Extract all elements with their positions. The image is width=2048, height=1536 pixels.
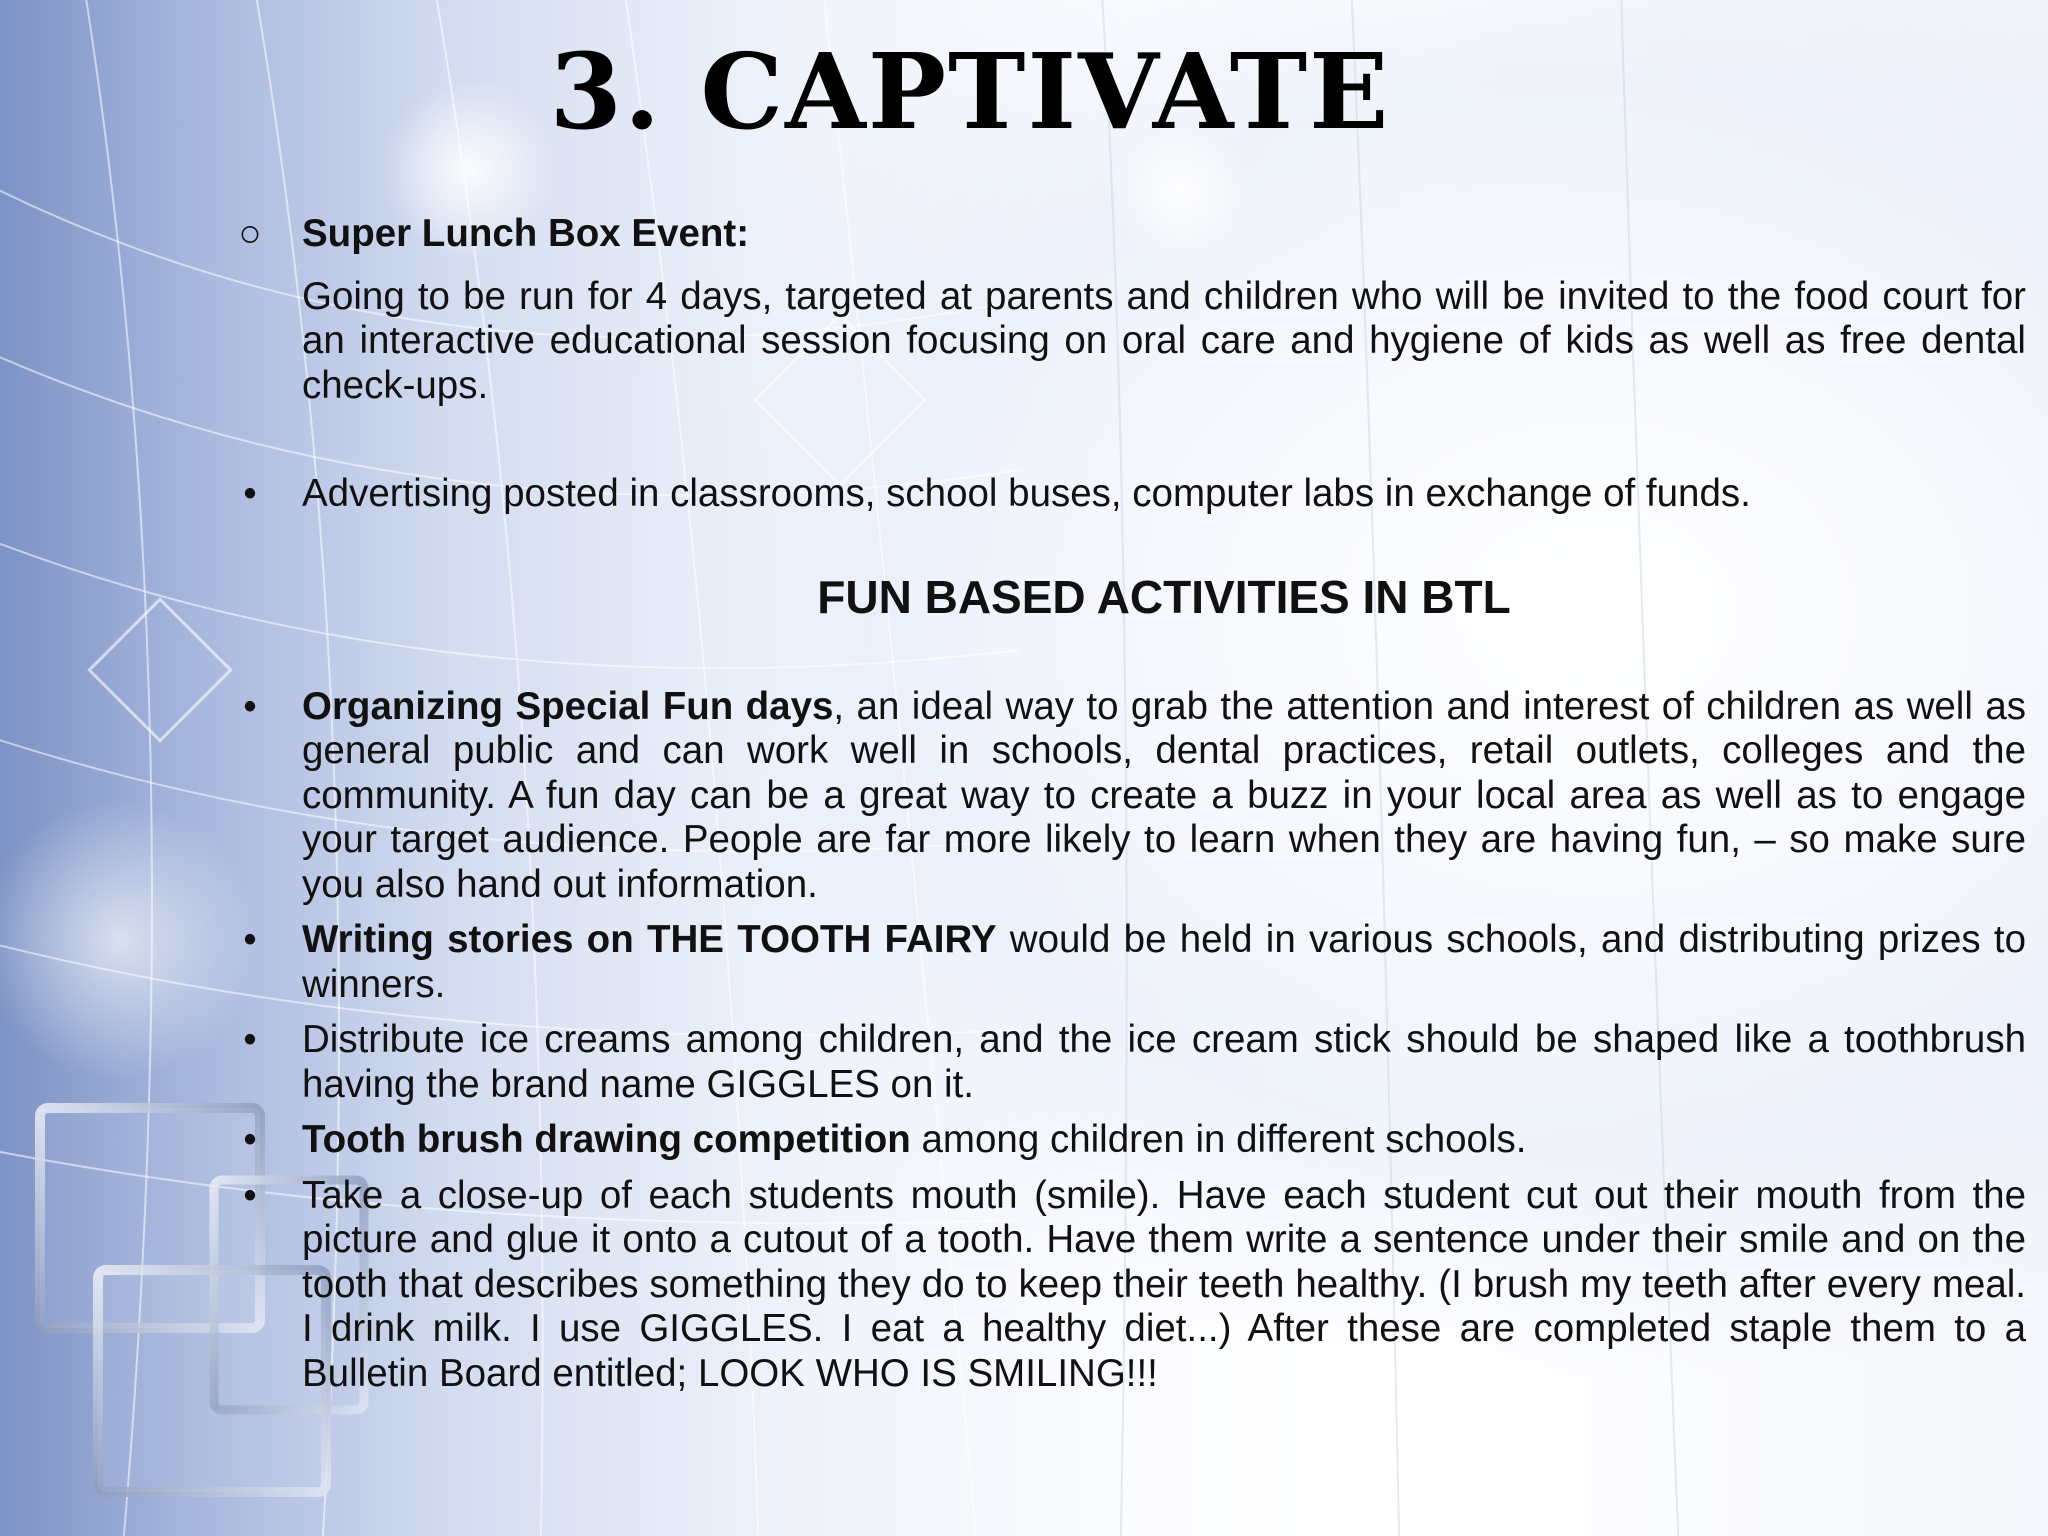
- bullet-icon: •: [243, 1018, 257, 1061]
- activity-item: [230, 685, 2026, 908]
- activity-bold-text: Tooth brush drawing competition: [302, 1118, 911, 1161]
- bullet-icon: •: [243, 472, 257, 515]
- lunch-box-event-description: Going to be run for 4 days, targeted at parents and children who will be invited to the food court for an interactive educational session focusing on oral care and hygiene of kids as well as free dental check-ups.: [302, 274, 2026, 407]
- slide-title: 3. CAPTIVATE: [549, 30, 1391, 153]
- activity-bold-text: Organizing Special Fun days: [302, 684, 834, 728]
- advertising-text: Advertising posted in classrooms, school buses, computer labs in exchange of funds.: [302, 472, 1751, 515]
- activity-item: [230, 1018, 2026, 1107]
- activity-item: [230, 1174, 2026, 1397]
- section-heading: FUN BASED ACTIVITIES IN BTL: [817, 570, 1511, 623]
- advertising-item: [230, 472, 2026, 517]
- activity-item: [230, 918, 2026, 1007]
- slide-content: [230, 212, 2026, 1396]
- lunch-box-event-label: Super Lunch Box Event:: [302, 212, 750, 255]
- hollow-bullet-icon: ○: [238, 212, 262, 255]
- activity-text: would be held in various schools, and distributing prizes to winners.: [302, 918, 2026, 1006]
- activity-text: among children in different schools.: [910, 1118, 1527, 1161]
- bullet-icon: •: [243, 684, 257, 728]
- bullet-icon: •: [243, 918, 257, 961]
- lunch-box-event-item: [230, 212, 2026, 257]
- bullet-icon: •: [243, 1118, 257, 1161]
- activity-text: Distribute ice creams among children, and the ice cream stick should be shaped like a toothbrush having the brand name GIGGLES on it.: [302, 1018, 2026, 1106]
- activity-text: , an ideal way to grab the attention and interest of children as well as general public and can work well in schools, dental practices, retail outlets, colleges and the community. A fun day can be a great way to create a buzz in your local area as well as to engage your target audience. People are far more likely to learn when they are having fun, – so make sure you also hand out information.: [302, 684, 2026, 906]
- activity-item: [230, 1118, 2026, 1163]
- activity-text: Take a close-up of each students mouth (smile). Have each student cut out their mouth from the picture and glue it onto a cutout of a tooth. Have them write a sentence under their smile and on the tooth that describes something they do to keep their teeth healthy. (I brush my teeth after every meal. I drink milk. I use GIGGLES. I eat a healthy diet...) After these are completed staple them to a Bulletin Board entitled; LOOK WHO IS SMILING!!!: [302, 1173, 2026, 1395]
- bullet-icon: •: [243, 1173, 257, 1217]
- glow-3: [0, 800, 260, 1080]
- activity-bold-text: Writing stories on THE TOOTH FAIRY: [302, 918, 997, 961]
